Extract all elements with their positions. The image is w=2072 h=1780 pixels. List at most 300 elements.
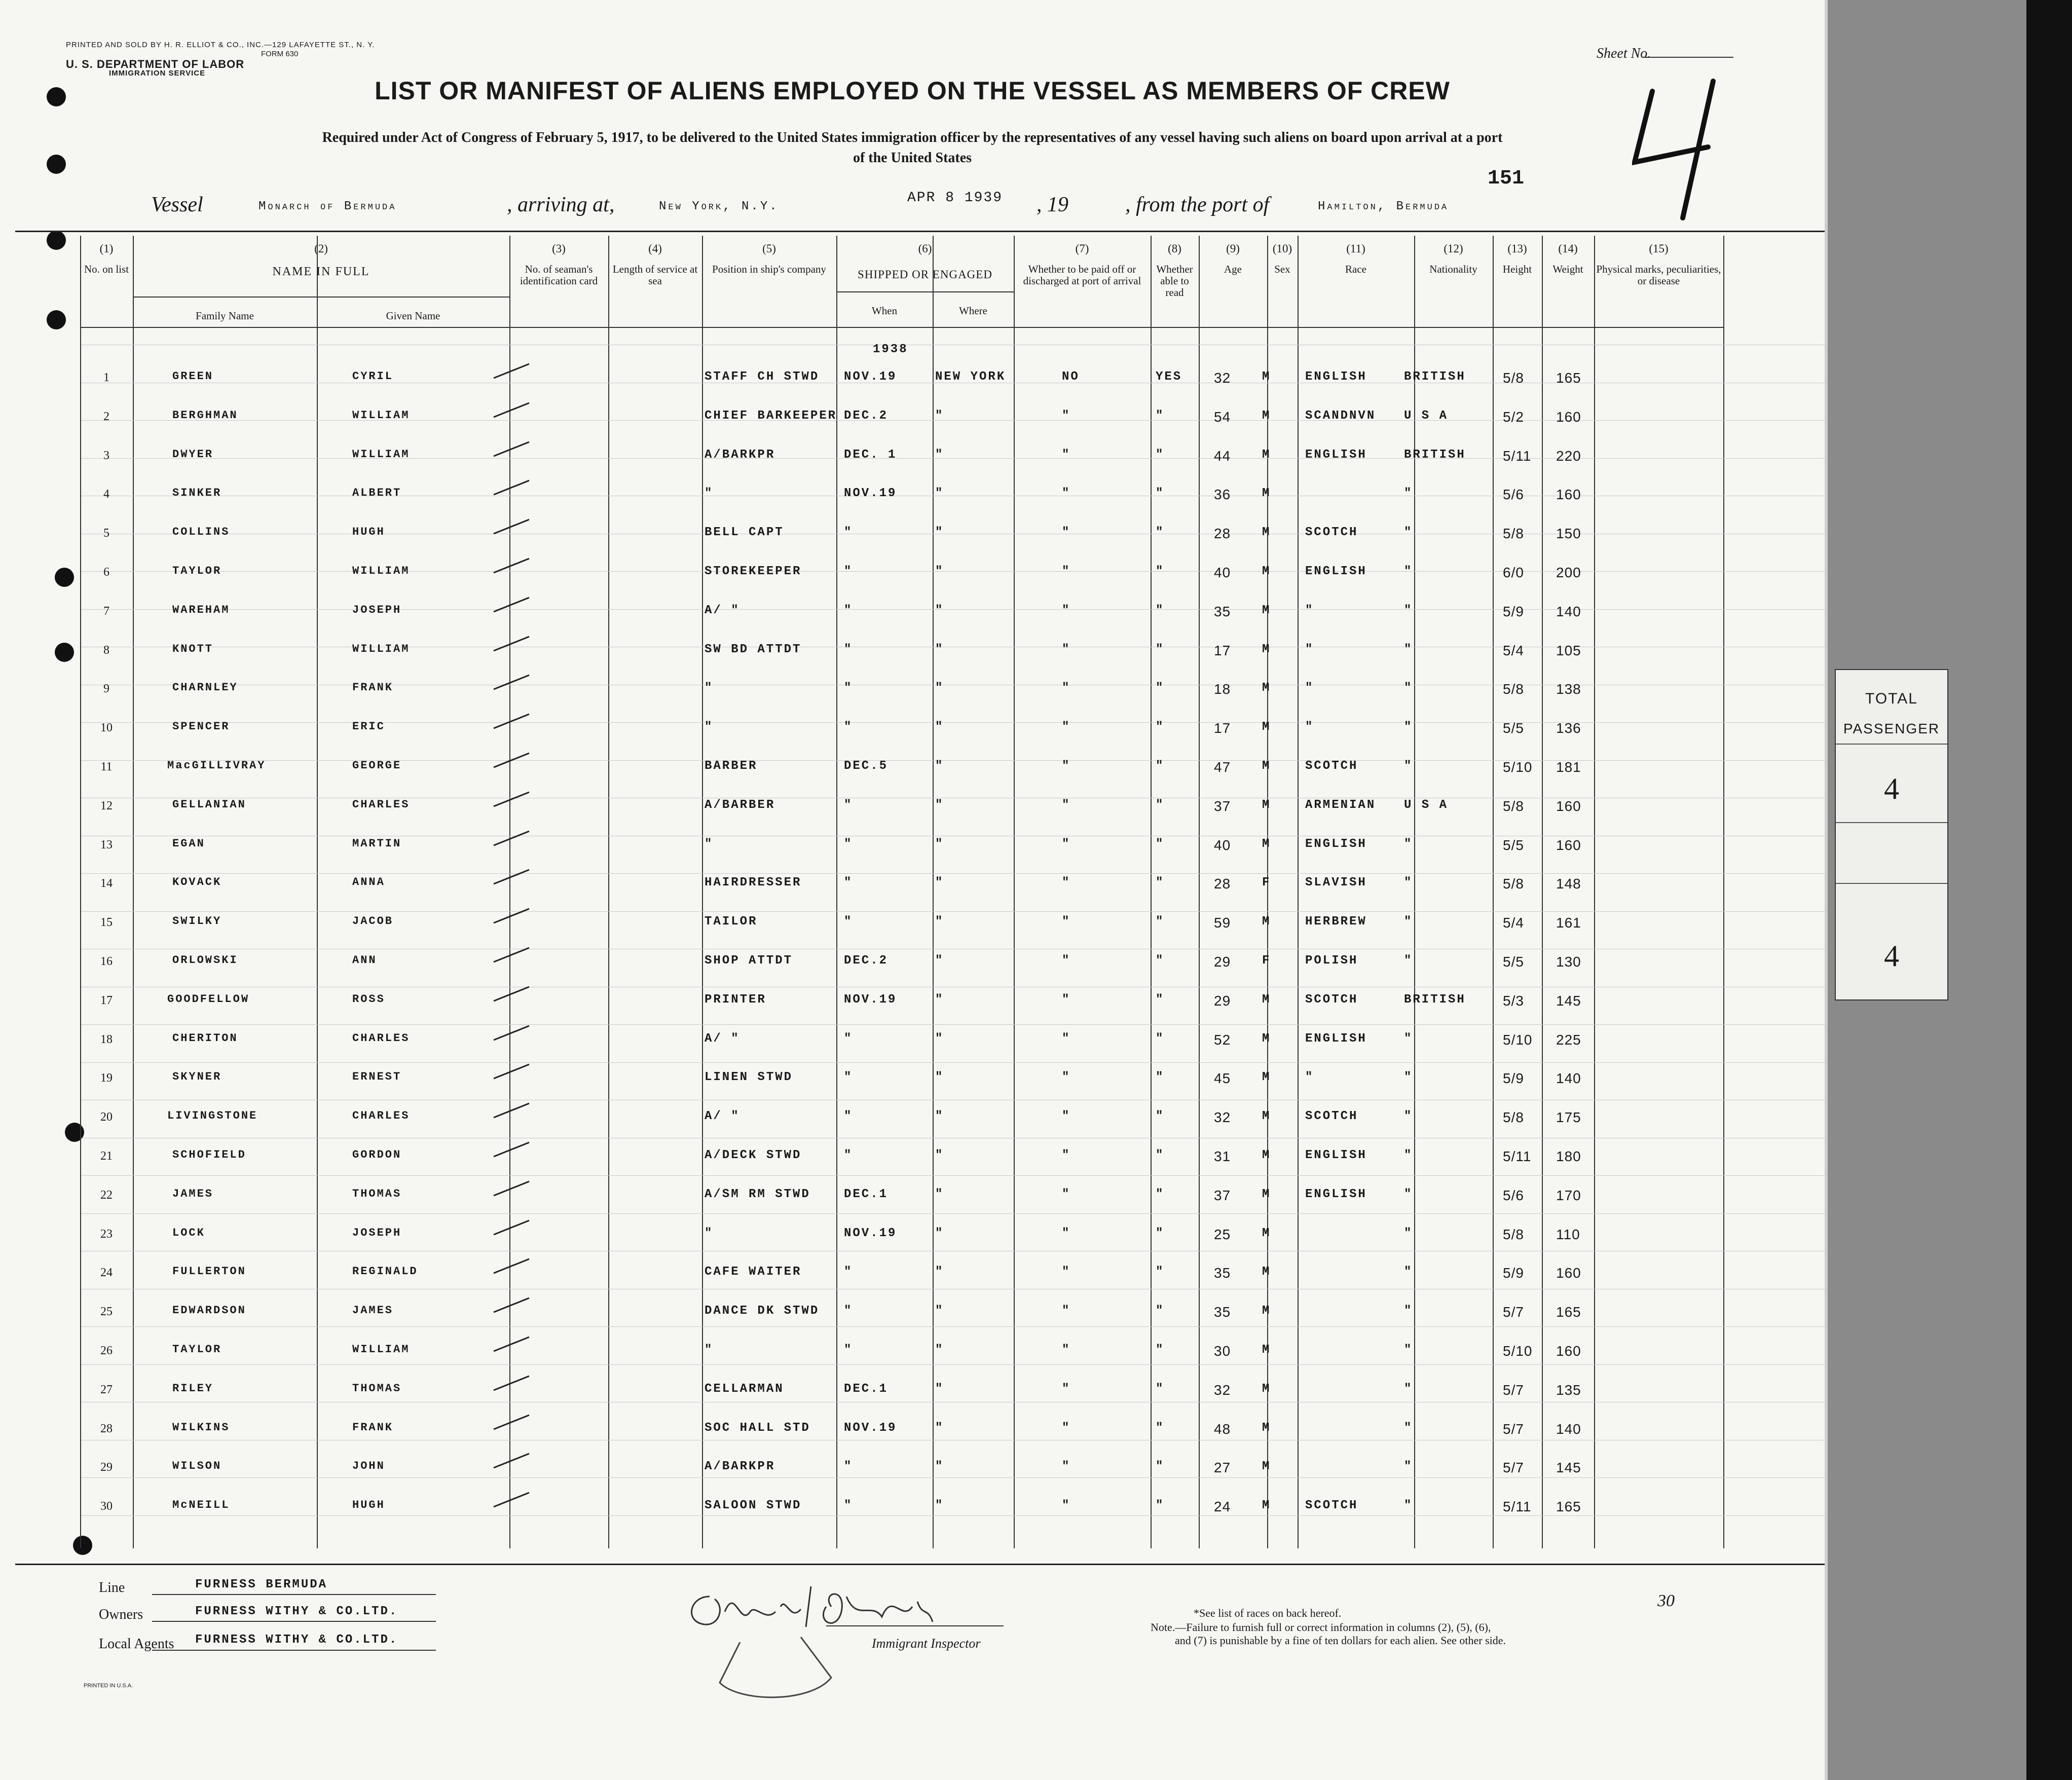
page-title: LIST OR MANIFEST OF ALIENS EMPLOYED ON THE VESSEL AS MEMBERS OF CREW: [375, 77, 1450, 105]
sex-cell: M: [1262, 1304, 1271, 1318]
agents-label: Local Agents: [99, 1636, 174, 1652]
paid-off-cell: ": [1062, 1031, 1071, 1046]
shipped-where-cell: ": [935, 1304, 944, 1318]
paid-off-cell: ": [1062, 1187, 1071, 1201]
row-number: 10: [100, 721, 113, 735]
column-number: (8): [1168, 242, 1181, 255]
column-number: (1): [99, 242, 114, 255]
family-name-cell: GELLANIAN: [172, 798, 246, 811]
given-name-cell: ANN: [352, 954, 377, 967]
age-cell: 44: [1214, 448, 1231, 464]
shipped-where-cell: ": [935, 876, 944, 890]
race-cell: ": [1305, 1070, 1314, 1085]
row-number: 27: [100, 1383, 113, 1396]
paid-off-cell: ": [1062, 603, 1071, 617]
age-cell: 35: [1214, 603, 1231, 619]
column-header-label: No. of seaman's identification card: [520, 263, 598, 287]
sex-cell: M: [1262, 1421, 1271, 1435]
shipped-where-cell: ": [935, 603, 944, 617]
age-cell: 48: [1214, 1421, 1231, 1437]
sex-cell: M: [1262, 798, 1271, 812]
nationality-cell: ": [1404, 1421, 1413, 1435]
weight-cell: 135: [1556, 1382, 1581, 1398]
column-number: (5): [762, 242, 776, 255]
age-cell: 17: [1214, 642, 1231, 658]
position-cell: A/BARBER: [705, 798, 775, 812]
shipped-where-cell: NEW YORK: [935, 370, 1006, 384]
paid-off-cell: ": [1062, 1148, 1071, 1162]
given-name-cell: CHARLES: [352, 798, 410, 811]
height-cell: 5/5: [1503, 837, 1524, 853]
row-rule: [81, 1477, 1825, 1478]
shipped-when-cell: DEC.2: [844, 954, 889, 968]
race-cell: ENGLISH: [1305, 1031, 1367, 1046]
age-cell: 18: [1214, 681, 1231, 697]
height-cell: 5/7: [1503, 1382, 1524, 1398]
weight-cell: 136: [1556, 720, 1581, 736]
arriving-value: New York, N.Y.: [659, 200, 779, 213]
shipped-when-cell: ": [844, 720, 853, 734]
vessel-value: Monarch of Bermuda: [258, 200, 397, 213]
id-card-check-mark: [492, 867, 532, 887]
sheet-no-label: Sheet No.: [1597, 46, 1651, 61]
printer-line: PRINTED AND SOLD BY H. R. ELLIOT & CO., INC.—129 LAFAYETTE ST., N. Y.: [66, 41, 375, 49]
position-cell: A/ ": [705, 1109, 740, 1124]
shipped-where-cell: ": [935, 1148, 944, 1162]
sex-cell: M: [1262, 1226, 1271, 1240]
shipped-where-cell: ": [935, 1031, 944, 1046]
able-to-read-cell: ": [1156, 954, 1165, 968]
able-to-read-cell: ": [1156, 1265, 1165, 1279]
height-cell: 5/9: [1503, 1070, 1524, 1087]
age-cell: 27: [1214, 1460, 1231, 1476]
family-name-cell: FULLERTON: [172, 1265, 246, 1278]
shipped-when-cell: ": [844, 1031, 853, 1046]
weight-cell: 138: [1556, 681, 1581, 697]
given-name-cell: WILLIAM: [352, 409, 410, 422]
subheader-where: Where: [959, 305, 987, 317]
row-number: 15: [100, 916, 113, 930]
nationality-cell: ": [1404, 603, 1413, 617]
able-to-read-cell: ": [1156, 992, 1165, 1007]
shipped-where-cell: ": [935, 954, 944, 968]
race-cell: POLISH: [1305, 954, 1358, 968]
nationality-cell: ": [1404, 759, 1413, 773]
given-name-cell: JOSEPH: [352, 1226, 402, 1239]
nationality-cell: ": [1404, 837, 1413, 851]
date-stamp: APR 8 1939: [907, 190, 1003, 206]
column-number: (13): [1507, 242, 1527, 255]
paid-off-cell: ": [1062, 837, 1071, 851]
nationality-cell: ": [1404, 642, 1413, 656]
row-number: 26: [100, 1344, 113, 1357]
column-divider: [1151, 236, 1152, 1548]
able-to-read-cell: ": [1156, 1421, 1165, 1435]
row-number: 9: [103, 682, 109, 696]
given-name-cell: HUGH: [352, 526, 385, 539]
family-name-cell: TAYLOR: [172, 1343, 222, 1356]
family-name-cell: KNOTT: [172, 642, 214, 655]
paid-off-cell: ": [1062, 565, 1071, 578]
able-to-read-cell: ": [1156, 1460, 1165, 1474]
weight-cell: 140: [1556, 1421, 1581, 1437]
row-rule: [81, 1024, 1825, 1025]
shipped-where-cell: ": [935, 915, 944, 929]
paid-off-cell: ": [1062, 681, 1071, 695]
column-divider: [702, 236, 703, 1548]
sex-cell: M: [1262, 1031, 1271, 1046]
id-card-check-mark: [492, 1061, 532, 1082]
nationality-cell: ": [1404, 1499, 1413, 1513]
weight-cell: 180: [1556, 1148, 1581, 1164]
printed-mark: PRINTED IN U.S.A.: [84, 1683, 133, 1689]
column-divider: [1199, 236, 1200, 1548]
row-number: 20: [100, 1110, 113, 1124]
note-3: and (7) is punishable by a fine of ten dollars for each alien. See other side.: [1175, 1634, 1506, 1647]
vessel-label: Vessel: [151, 193, 203, 216]
note-1: *See list of races on back hereof.: [1194, 1607, 1342, 1619]
height-cell: 5/8: [1503, 526, 1524, 542]
column-header-label: Physical marks, peculiarities, or disease: [1596, 263, 1721, 287]
family-name-cell: DWYER: [172, 448, 214, 461]
owners-value: FURNESS WITHY & CO.LTD.: [195, 1605, 398, 1618]
able-to-read-cell: ": [1156, 1499, 1165, 1513]
given-name-cell: WILLIAM: [352, 565, 410, 577]
weight-cell: 130: [1556, 954, 1581, 970]
paid-off-cell: ": [1062, 915, 1071, 929]
height-cell: 5/8: [1503, 370, 1524, 386]
line-label: Line: [99, 1580, 125, 1596]
age-cell: 29: [1214, 992, 1231, 1009]
sex-cell: M: [1262, 992, 1271, 1007]
paid-off-cell: ": [1062, 1265, 1071, 1279]
position-cell: STOREKEEPER: [705, 565, 802, 578]
column-divider: [1414, 236, 1415, 1548]
shipped-where-cell: ": [935, 1382, 944, 1396]
column-divider: [1542, 236, 1543, 1548]
position-cell: PRINTER: [705, 992, 766, 1007]
column-header-label: SHIPPED OR ENGAGED: [858, 268, 992, 281]
sex-cell: M: [1262, 448, 1271, 462]
column-divider: [1014, 236, 1015, 1548]
able-to-read-cell: YES: [1156, 370, 1182, 384]
agents-value: FURNESS WITHY & CO.LTD.: [195, 1633, 398, 1647]
age-cell: 40: [1214, 837, 1231, 853]
given-name-cell: CHARLES: [352, 1031, 410, 1045]
given-name-cell: ANNA: [352, 876, 385, 889]
shipped-when-cell: ": [844, 1343, 853, 1357]
header-divider: [80, 327, 1723, 328]
shipped-when-cell: ": [844, 1304, 853, 1318]
age-cell: 28: [1214, 876, 1231, 892]
age-cell: 29: [1214, 954, 1231, 970]
id-card-check-mark: [492, 945, 532, 965]
family-name-cell: BERGHMAN: [172, 409, 238, 422]
id-card-check-mark: [492, 1412, 532, 1432]
height-cell: 6/0: [1503, 565, 1524, 580]
row-number: 16: [100, 955, 113, 968]
column-divider: [133, 236, 134, 1548]
sex-cell: M: [1262, 409, 1271, 423]
age-cell: 32: [1214, 370, 1231, 386]
race-cell: ENGLISH: [1305, 1148, 1367, 1162]
row-number: 3: [103, 449, 109, 462]
position-cell: ": [705, 1226, 714, 1240]
position-cell: BELL CAPT: [705, 526, 784, 540]
given-name-cell: WILLIAM: [352, 642, 410, 655]
race-cell: ENGLISH: [1305, 837, 1367, 851]
row-number: 28: [100, 1422, 113, 1435]
paid-off-cell: ": [1062, 642, 1071, 656]
height-cell: 5/8: [1503, 876, 1524, 892]
given-name-cell: WILLIAM: [352, 448, 410, 461]
year-label: , 19: [1037, 193, 1068, 216]
position-cell: A/DECK STWD: [705, 1148, 802, 1162]
able-to-read-cell: ": [1156, 1070, 1165, 1085]
position-cell: ": [705, 487, 714, 501]
paid-off-cell: ": [1062, 992, 1071, 1007]
family-name-cell: WAREHAM: [172, 603, 230, 616]
row-number: 17: [100, 993, 113, 1007]
shipped-when-cell: ": [844, 837, 853, 851]
sex-cell: M: [1262, 1265, 1271, 1279]
position-cell: CAFE WAITER: [705, 1265, 802, 1279]
column-number: (6): [918, 242, 932, 255]
weight-cell: 148: [1556, 876, 1581, 892]
able-to-read-cell: ": [1156, 1187, 1165, 1201]
paid-off-cell: ": [1062, 1460, 1071, 1474]
given-name-cell: GORDON: [352, 1148, 402, 1161]
sex-cell: M: [1262, 370, 1271, 384]
able-to-read-cell: ": [1156, 1226, 1165, 1240]
column-header-label: No. on list: [84, 263, 129, 275]
family-name-cell: EDWARDSON: [172, 1304, 246, 1317]
nationality-cell: BRITISH: [1404, 992, 1466, 1007]
note-2: Note.—Failure to furnish full or correct information in columns (2), (5), (6),: [1151, 1621, 1491, 1634]
nationality-cell: ": [1404, 1460, 1413, 1474]
row-number: 21: [100, 1149, 113, 1163]
row-rule: [81, 873, 1825, 874]
nationality-cell: ": [1404, 876, 1413, 890]
family-name-cell: SPENCER: [172, 720, 230, 733]
shipped-where-cell: ": [935, 1109, 944, 1124]
column-divider: [836, 236, 837, 1548]
height-cell: 5/9: [1503, 1265, 1524, 1281]
row-number: 14: [100, 877, 113, 891]
nationality-cell: ": [1404, 1031, 1413, 1046]
given-name-cell: GEORGE: [352, 759, 402, 772]
paid-off-cell: ": [1062, 720, 1071, 734]
age-cell: 37: [1214, 798, 1231, 814]
race-cell: ENGLISH: [1305, 565, 1367, 578]
nationality-cell: ": [1404, 1304, 1413, 1318]
shipped-where-cell: ": [935, 1499, 944, 1513]
age-cell: 31: [1214, 1148, 1231, 1164]
column-number: (9): [1226, 242, 1240, 255]
punch-hole: [55, 643, 74, 662]
given-name-cell: ALBERT: [352, 487, 402, 500]
position-cell: STAFF CH STWD: [705, 370, 820, 384]
shipped-where-cell: ": [935, 1343, 944, 1357]
height-cell: 5/3: [1503, 992, 1524, 1009]
punch-hole: [47, 231, 66, 250]
column-number: (2): [314, 242, 328, 255]
column-number: (10): [1272, 242, 1292, 255]
shipped-where-cell: ": [935, 642, 944, 656]
inspector-label: Immigrant Inspector: [872, 1636, 981, 1651]
race-cell: ENGLISH: [1305, 1187, 1367, 1201]
paid-off-cell: ": [1062, 954, 1071, 968]
id-card-check-mark: [492, 984, 532, 1004]
column-header-label: Length of service at sea: [612, 263, 698, 287]
shipped-when-cell: ": [844, 603, 853, 617]
height-cell: 5/8: [1503, 798, 1524, 814]
able-to-read-cell: ": [1156, 642, 1165, 656]
column-header-label: Position in ship's company: [712, 263, 826, 275]
height-cell: 5/4: [1503, 642, 1524, 658]
able-to-read-cell: ": [1156, 526, 1165, 540]
column-divider: [1723, 236, 1724, 1548]
punch-hole: [65, 1123, 84, 1142]
row-number: 18: [100, 1032, 113, 1046]
able-to-read-cell: ": [1156, 1382, 1165, 1396]
id-card-check-mark: [492, 750, 532, 770]
shipped-when-cell: ": [844, 1460, 853, 1474]
given-name-cell: JOHN: [352, 1460, 385, 1473]
shipped-where-cell: ": [935, 565, 944, 578]
shipped-when-cell: NOV.19: [844, 1226, 897, 1240]
paid-off-cell: ": [1062, 409, 1071, 423]
id-card-check-mark: [492, 439, 532, 459]
nationality-cell: U S A: [1404, 798, 1449, 812]
nationality-cell: ": [1404, 1187, 1413, 1201]
column-number: (7): [1075, 242, 1089, 255]
family-name-cell: TAYLOR: [172, 565, 222, 577]
weight-cell: 165: [1556, 1499, 1581, 1515]
height-cell: 5/10: [1503, 1031, 1533, 1048]
family-name-cell: SCHOFIELD: [172, 1148, 246, 1161]
subheader-given-name: Given Name: [386, 310, 440, 322]
id-card-check-mark: [492, 634, 532, 654]
sex-cell: M: [1262, 915, 1271, 929]
shipped-subdivider: [836, 291, 1014, 292]
shipped-where-cell: ": [935, 720, 944, 734]
row-number: 8: [103, 643, 109, 657]
family-name-cell: WILKINS: [172, 1421, 230, 1434]
shipped-when-cell: NOV.19: [844, 487, 897, 501]
sex-cell: M: [1262, 642, 1271, 656]
row-number: 4: [103, 488, 109, 501]
column-divider: [1493, 236, 1494, 1548]
height-cell: 5/8: [1503, 1226, 1524, 1242]
given-name-cell: THOMAS: [352, 1187, 402, 1200]
weight-cell: 181: [1556, 759, 1581, 775]
paid-off-cell: ": [1062, 1382, 1071, 1396]
age-cell: 28: [1214, 526, 1231, 542]
row-number: 25: [100, 1305, 113, 1319]
able-to-read-cell: ": [1156, 448, 1165, 462]
weight-cell: 160: [1556, 1343, 1581, 1359]
given-name-cell: JOSEPH: [352, 603, 402, 616]
subheader-family-name: Family Name: [196, 310, 254, 322]
age-cell: 40: [1214, 565, 1231, 580]
age-cell: 32: [1214, 1382, 1231, 1398]
shipped-when-cell: ": [844, 798, 853, 812]
paid-off-cell: ": [1062, 1343, 1071, 1357]
row-number: 30: [100, 1500, 113, 1513]
row-number: 11: [100, 760, 113, 773]
punch-hole: [73, 1536, 92, 1555]
given-name-cell: THOMAS: [352, 1382, 402, 1395]
row-rule: [81, 1364, 1825, 1365]
column-divider: [1298, 236, 1299, 1548]
given-name-cell: REGINALD: [352, 1265, 418, 1278]
nationality-cell: ": [1404, 1382, 1413, 1396]
race-cell: SLAVISH: [1305, 876, 1367, 890]
family-name-cell: RILEY: [172, 1382, 214, 1395]
column-number: (15): [1649, 242, 1669, 255]
able-to-read-cell: ": [1156, 409, 1165, 423]
paid-off-cell: ": [1062, 1499, 1071, 1513]
row-number: 22: [100, 1188, 113, 1202]
race-cell: HERBREW: [1305, 915, 1367, 929]
row-rule: [81, 1326, 1825, 1327]
subtitle-line-1: Required under Act of Congress of February 5, 1917, to be delivered to the United States immigration officer by the representatives of any vessel having such aliens on board upon arrival at a port: [322, 130, 1503, 145]
from-port-label: , from the port of: [1125, 193, 1270, 216]
shipped-when-cell: DEC.1: [844, 1382, 889, 1396]
id-card-check-mark: [492, 1139, 532, 1160]
race-cell: ": [1305, 720, 1314, 734]
subtitle-line-2: of the United States: [853, 150, 972, 166]
shipped-when-cell: NOV.19: [844, 370, 897, 384]
able-to-read-cell: ": [1156, 681, 1165, 695]
able-to-read-cell: ": [1156, 487, 1165, 501]
shipped-where-cell: ": [935, 681, 944, 695]
id-card-check-mark: [492, 1100, 532, 1121]
position-cell: SALOON STWD: [705, 1499, 802, 1513]
id-card-check-mark: [492, 516, 532, 537]
row-number: 7: [103, 604, 109, 618]
column-header-label: Weight: [1552, 263, 1583, 275]
shipped-where-cell: ": [935, 1070, 944, 1085]
given-name-cell: CYRIL: [352, 370, 394, 383]
sex-cell: M: [1262, 681, 1271, 695]
weight-cell: 170: [1556, 1187, 1581, 1203]
tab-label-total: TOTAL: [1865, 690, 1918, 707]
given-name-cell: ERIC: [352, 720, 385, 733]
column-divider: [80, 236, 81, 1548]
column-number: (4): [648, 242, 662, 255]
passenger-total-tab: [1835, 669, 1948, 1000]
sex-cell: M: [1262, 1148, 1271, 1162]
tab-value-1: 4: [1884, 772, 1899, 805]
position-cell: ": [705, 1343, 714, 1357]
row-number: 12: [100, 799, 113, 812]
height-cell: 5/5: [1503, 954, 1524, 970]
able-to-read-cell: ": [1156, 915, 1165, 929]
row-number: 5: [103, 527, 109, 540]
row-number: 29: [100, 1461, 113, 1474]
shipped-when-cell: NOV.19: [844, 1421, 897, 1435]
height-cell: 5/4: [1503, 915, 1524, 931]
height-cell: 5/5: [1503, 720, 1524, 736]
weight-cell: 140: [1556, 1070, 1581, 1087]
given-name-cell: JACOB: [352, 915, 394, 928]
subheader-when: When: [871, 305, 898, 317]
id-card-check-mark: [492, 1373, 532, 1393]
paid-off-cell: ": [1062, 798, 1071, 812]
column-divider: [317, 236, 318, 1548]
